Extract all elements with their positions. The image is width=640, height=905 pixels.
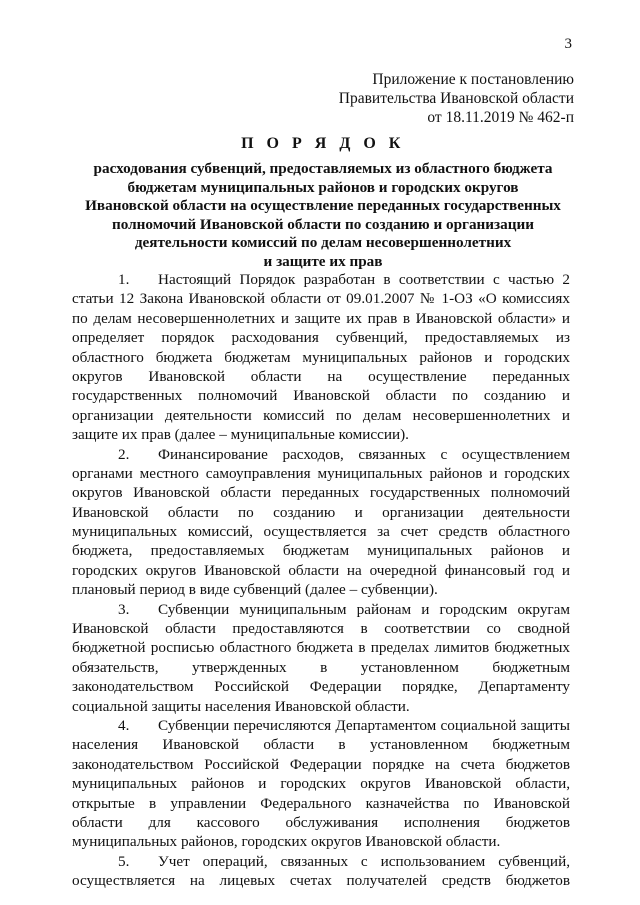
paragraph-text: плановый период в виде субвенций (далее – субвенции).	[72, 581, 438, 599]
paragraph-text: статьи 12 Закона Ивановской области от 09.01.2007 № 1-ОЗ «О комиссиях	[72, 290, 570, 308]
paragraph-text: обязательств, утвержденных в установленном бюджетным	[72, 658, 570, 676]
paragraph-line	[72, 464, 570, 483]
paragraph-text: организации деятельности комиссий по делам несовершеннолетних и	[72, 406, 570, 424]
paragraph-line	[72, 483, 570, 502]
paragraph-text: законодательством Российской Федерации порядке на счета бюджетов	[72, 755, 570, 773]
paragraph-line	[72, 677, 570, 696]
paragraph-text: бюджетной росписью областного бюджета в пределах лимитов бюджетных	[72, 639, 570, 657]
paragraph-text: области для кассового обслуживания исполнения бюджетов	[72, 813, 570, 831]
paragraph-text: Ивановской области по созданию и организации деятельности	[72, 503, 570, 521]
paragraph-line	[72, 735, 570, 754]
paragraph-text: бюджета, предоставляемых бюджетам муниципальных районов и	[72, 542, 570, 560]
paragraph-line	[72, 794, 570, 813]
paragraph-line	[72, 774, 570, 793]
paragraph-line	[72, 367, 570, 386]
paragraph-line	[72, 619, 570, 638]
paragraph-line	[72, 658, 570, 677]
paragraph-text: Учет операций, связанных с использованием субвенций,	[158, 852, 570, 870]
paragraph-text: муниципальных комиссий, осуществляется за счет средств областного	[72, 523, 570, 541]
appendix-line: от 18.11.2019 № 462-п	[427, 109, 574, 126]
paragraph-text: Субвенции перечисляются Департаментом социальной защиты	[158, 716, 570, 734]
paragraph-text: открытые в управлении Федерального казначейства по Ивановской	[72, 794, 570, 812]
paragraph-text: областного бюджета бюджетам муниципальных районов и городских	[72, 348, 570, 366]
paragraph-number: 4.	[118, 716, 130, 734]
subtitle-line: и защите их прав	[263, 252, 383, 270]
paragraph-line	[72, 638, 570, 657]
paragraph-text: определяет порядок расходования субвенций, предоставляемых из	[72, 329, 570, 347]
appendix-header	[339, 70, 574, 127]
paragraph-text: муниципальных районов, городских округов Ивановской области.	[72, 833, 501, 851]
paragraph-text: государственных полномочий Ивановской области по созданию и	[72, 387, 570, 405]
appendix-line: Правительства Ивановской области	[338, 90, 574, 107]
paragraph-line	[72, 425, 570, 444]
paragraph-text: защите их прав (далее – муниципальные комиссии).	[72, 426, 409, 444]
paragraph-text: органами местного самоуправления муниципальных районов и городских	[72, 464, 570, 482]
paragraph-line	[72, 580, 570, 599]
document-title: П О Р Я Д О К	[241, 135, 405, 152]
paragraph-text: муниципальных районов и городских округов Ивановской области,	[72, 775, 570, 793]
subtitle-line: расходования субвенций, предоставляемых из областного бюджета	[93, 160, 553, 177]
paragraph-text: округов Ивановской области переданных государственных полномочий	[72, 484, 570, 502]
paragraph-line	[72, 832, 570, 851]
paragraph-line	[72, 406, 570, 425]
paragraph-number: 5.	[118, 852, 130, 870]
paragraph-text: осуществляется на лицевых счетах получателей средств бюджетов	[72, 872, 570, 890]
paragraph-line	[72, 871, 570, 890]
paragraph-line	[72, 716, 570, 735]
paragraph-line	[72, 561, 570, 580]
paragraph-line	[72, 522, 570, 541]
paragraph-line	[72, 813, 570, 832]
paragraph-text: социальной защиты населения Ивановской области.	[72, 697, 410, 715]
paragraph-line	[72, 348, 570, 367]
paragraph-text: законодательством Российской Федерации порядке, Департаменту	[72, 678, 570, 696]
paragraph-line	[72, 697, 570, 716]
paragraph-number: 2.	[118, 445, 130, 463]
subtitle-line: Ивановской области на осуществление переданных государственных	[85, 197, 561, 214]
paragraph-line	[72, 309, 570, 328]
paragraph-number: 1.	[118, 271, 130, 288]
paragraph-text: округов Ивановской области на осуществление переданных	[72, 367, 570, 385]
paragraph-number: 3.	[118, 600, 130, 618]
paragraph-line	[72, 445, 570, 464]
paragraph-line	[72, 755, 570, 774]
paragraph-line	[72, 600, 570, 619]
paragraph-text: населения Ивановской области в установленном бюджетным	[72, 736, 570, 754]
document-body	[72, 270, 570, 891]
paragraph-line	[72, 503, 570, 522]
subtitle-line: бюджетам муниципальных районов и городских округов	[127, 178, 519, 196]
document-title-block	[60, 134, 586, 271]
paragraph-text: Ивановской области предоставляются в соответствии со сводной	[72, 620, 570, 638]
paragraph-text: по делам несовершеннолетних и защите их прав в Ивановской области» и	[72, 309, 570, 327]
page-number: 3	[564, 36, 572, 52]
paragraph-text: Субвенции муниципальным районам и городским округам	[158, 600, 570, 618]
paragraph-text: городских округов Ивановской области на очередной финансовый год и	[72, 561, 570, 579]
paragraph-line	[72, 852, 570, 871]
paragraph-line	[72, 328, 570, 347]
subtitle-line: деятельности комиссий по делам несовершеннолетних	[134, 234, 512, 251]
paragraph-text: Настоящий Порядок разработан в соответствии с частью 2	[158, 271, 570, 288]
paragraph-line	[72, 386, 570, 405]
paragraph-text: Финансирование расходов, связанных с осуществлением	[158, 445, 570, 463]
subtitle-line: полномочий Ивановской области по созданию и организации	[111, 215, 534, 233]
paragraph-line	[72, 289, 570, 308]
appendix-line: Приложение к постановлению	[372, 71, 574, 88]
paragraph-line	[72, 270, 570, 289]
paragraph-line	[72, 541, 570, 560]
